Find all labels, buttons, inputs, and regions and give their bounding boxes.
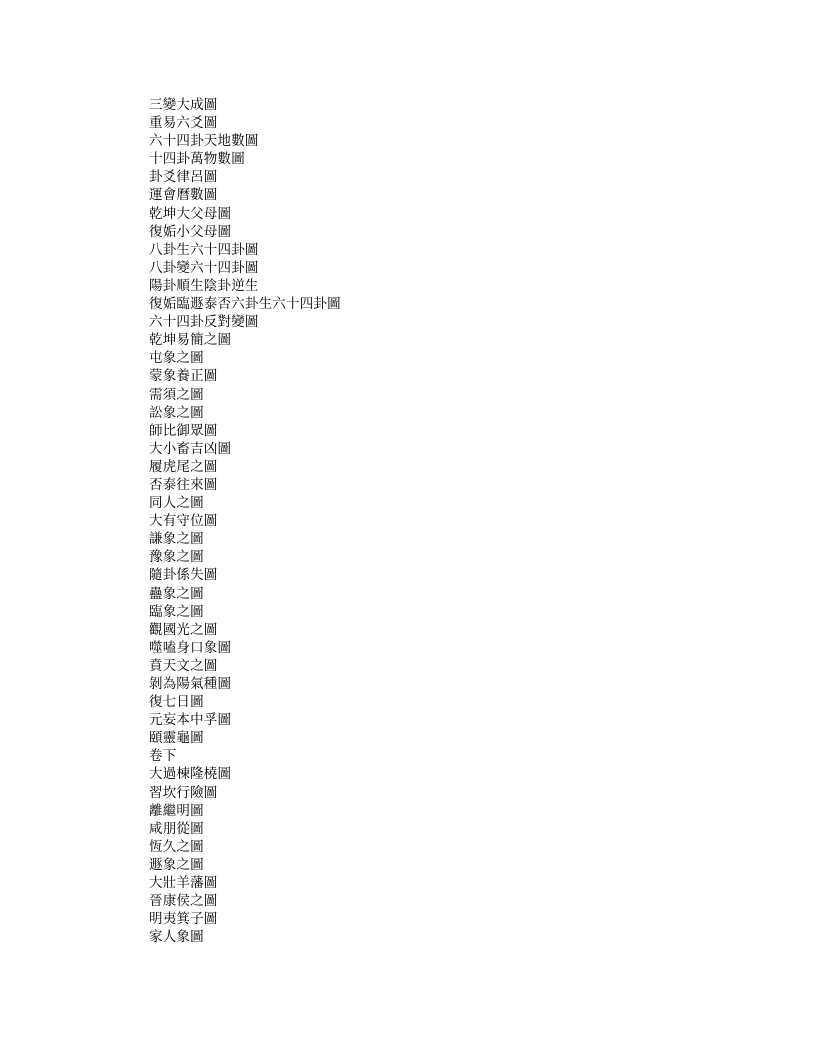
toc-item: 大壯羊藩圖	[149, 875, 218, 892]
toc-item: 大過棟隆橈圖	[149, 766, 232, 783]
toc-item: 噬嗑身口象圖	[149, 639, 232, 656]
toc-item: 謙象之圖	[149, 531, 204, 548]
toc-item: 卦爻律呂圖	[149, 169, 218, 186]
toc-item: 明夷箕子圖	[149, 911, 218, 928]
toc-item: 習坎行險圖	[149, 784, 218, 801]
toc-item: 訟象之圖	[149, 404, 204, 421]
toc-item: 師比御眾圖	[149, 422, 218, 439]
toc-item: 家人象圖	[149, 929, 204, 946]
toc-item: 屯象之圖	[149, 350, 204, 367]
toc-item: 三變大成圖	[149, 97, 218, 113]
toc-item: 遯象之圖	[149, 856, 204, 873]
toc-item: 復姤小父母圖	[149, 223, 232, 240]
toc-item: 大有守位圖	[149, 513, 218, 530]
toc-item: 咸朋從圖	[149, 820, 204, 837]
toc-item: 乾坤大父母圖	[149, 205, 232, 222]
toc-item: 十四卦萬物數圖	[149, 151, 245, 168]
toc-item: 觀國光之圖	[149, 621, 218, 638]
toc-item: 六十四卦反對變圖	[149, 314, 259, 331]
toc-item: 需須之圖	[149, 386, 204, 403]
toc-item: 豫象之圖	[149, 549, 204, 566]
toc-item: 大小畜吉凶圖	[149, 440, 232, 457]
toc-item: 離繼明圖	[149, 802, 204, 819]
toc-item: 六十四卦天地數圖	[149, 133, 259, 150]
toc-item: 履虎尾之圖	[149, 458, 218, 475]
toc-item: 隨卦係失圖	[149, 567, 218, 584]
toc-item: 運會曆數圖	[149, 187, 218, 204]
toc-item: 頤靈龜圖	[149, 730, 204, 747]
toc-item: 臨象之圖	[149, 603, 204, 620]
toc-item: 賁天文之圖	[149, 657, 218, 674]
section-heading: 卷下	[149, 748, 177, 765]
toc-item: 陽卦順生陰卦逆生	[149, 277, 259, 294]
toc-item: 八卦生六十四卦圖	[149, 241, 259, 258]
toc-item: 重易六爻圖	[149, 115, 218, 132]
toc-item: 元妄本中孚圖	[149, 712, 232, 729]
toc-item: 同人之圖	[149, 495, 204, 512]
toc-item: 蠱象之圖	[149, 585, 204, 602]
toc-item: 八卦變六十四卦圖	[149, 259, 259, 276]
toc-item: 乾坤易簡之圖	[149, 332, 232, 349]
table-of-contents	[149, 96, 341, 946]
toc-item: 復姤臨遯泰否六卦生六十四卦圖	[149, 296, 341, 313]
toc-item: 復七日圖	[149, 694, 204, 711]
toc-item: 晉康侯之圖	[149, 893, 218, 910]
toc-item: 否泰往來圖	[149, 476, 218, 493]
toc-item: 恆久之圖	[149, 838, 204, 855]
toc-item: 剝為陽氣種圖	[149, 676, 232, 692]
toc-item: 蒙象養正圖	[149, 368, 218, 385]
